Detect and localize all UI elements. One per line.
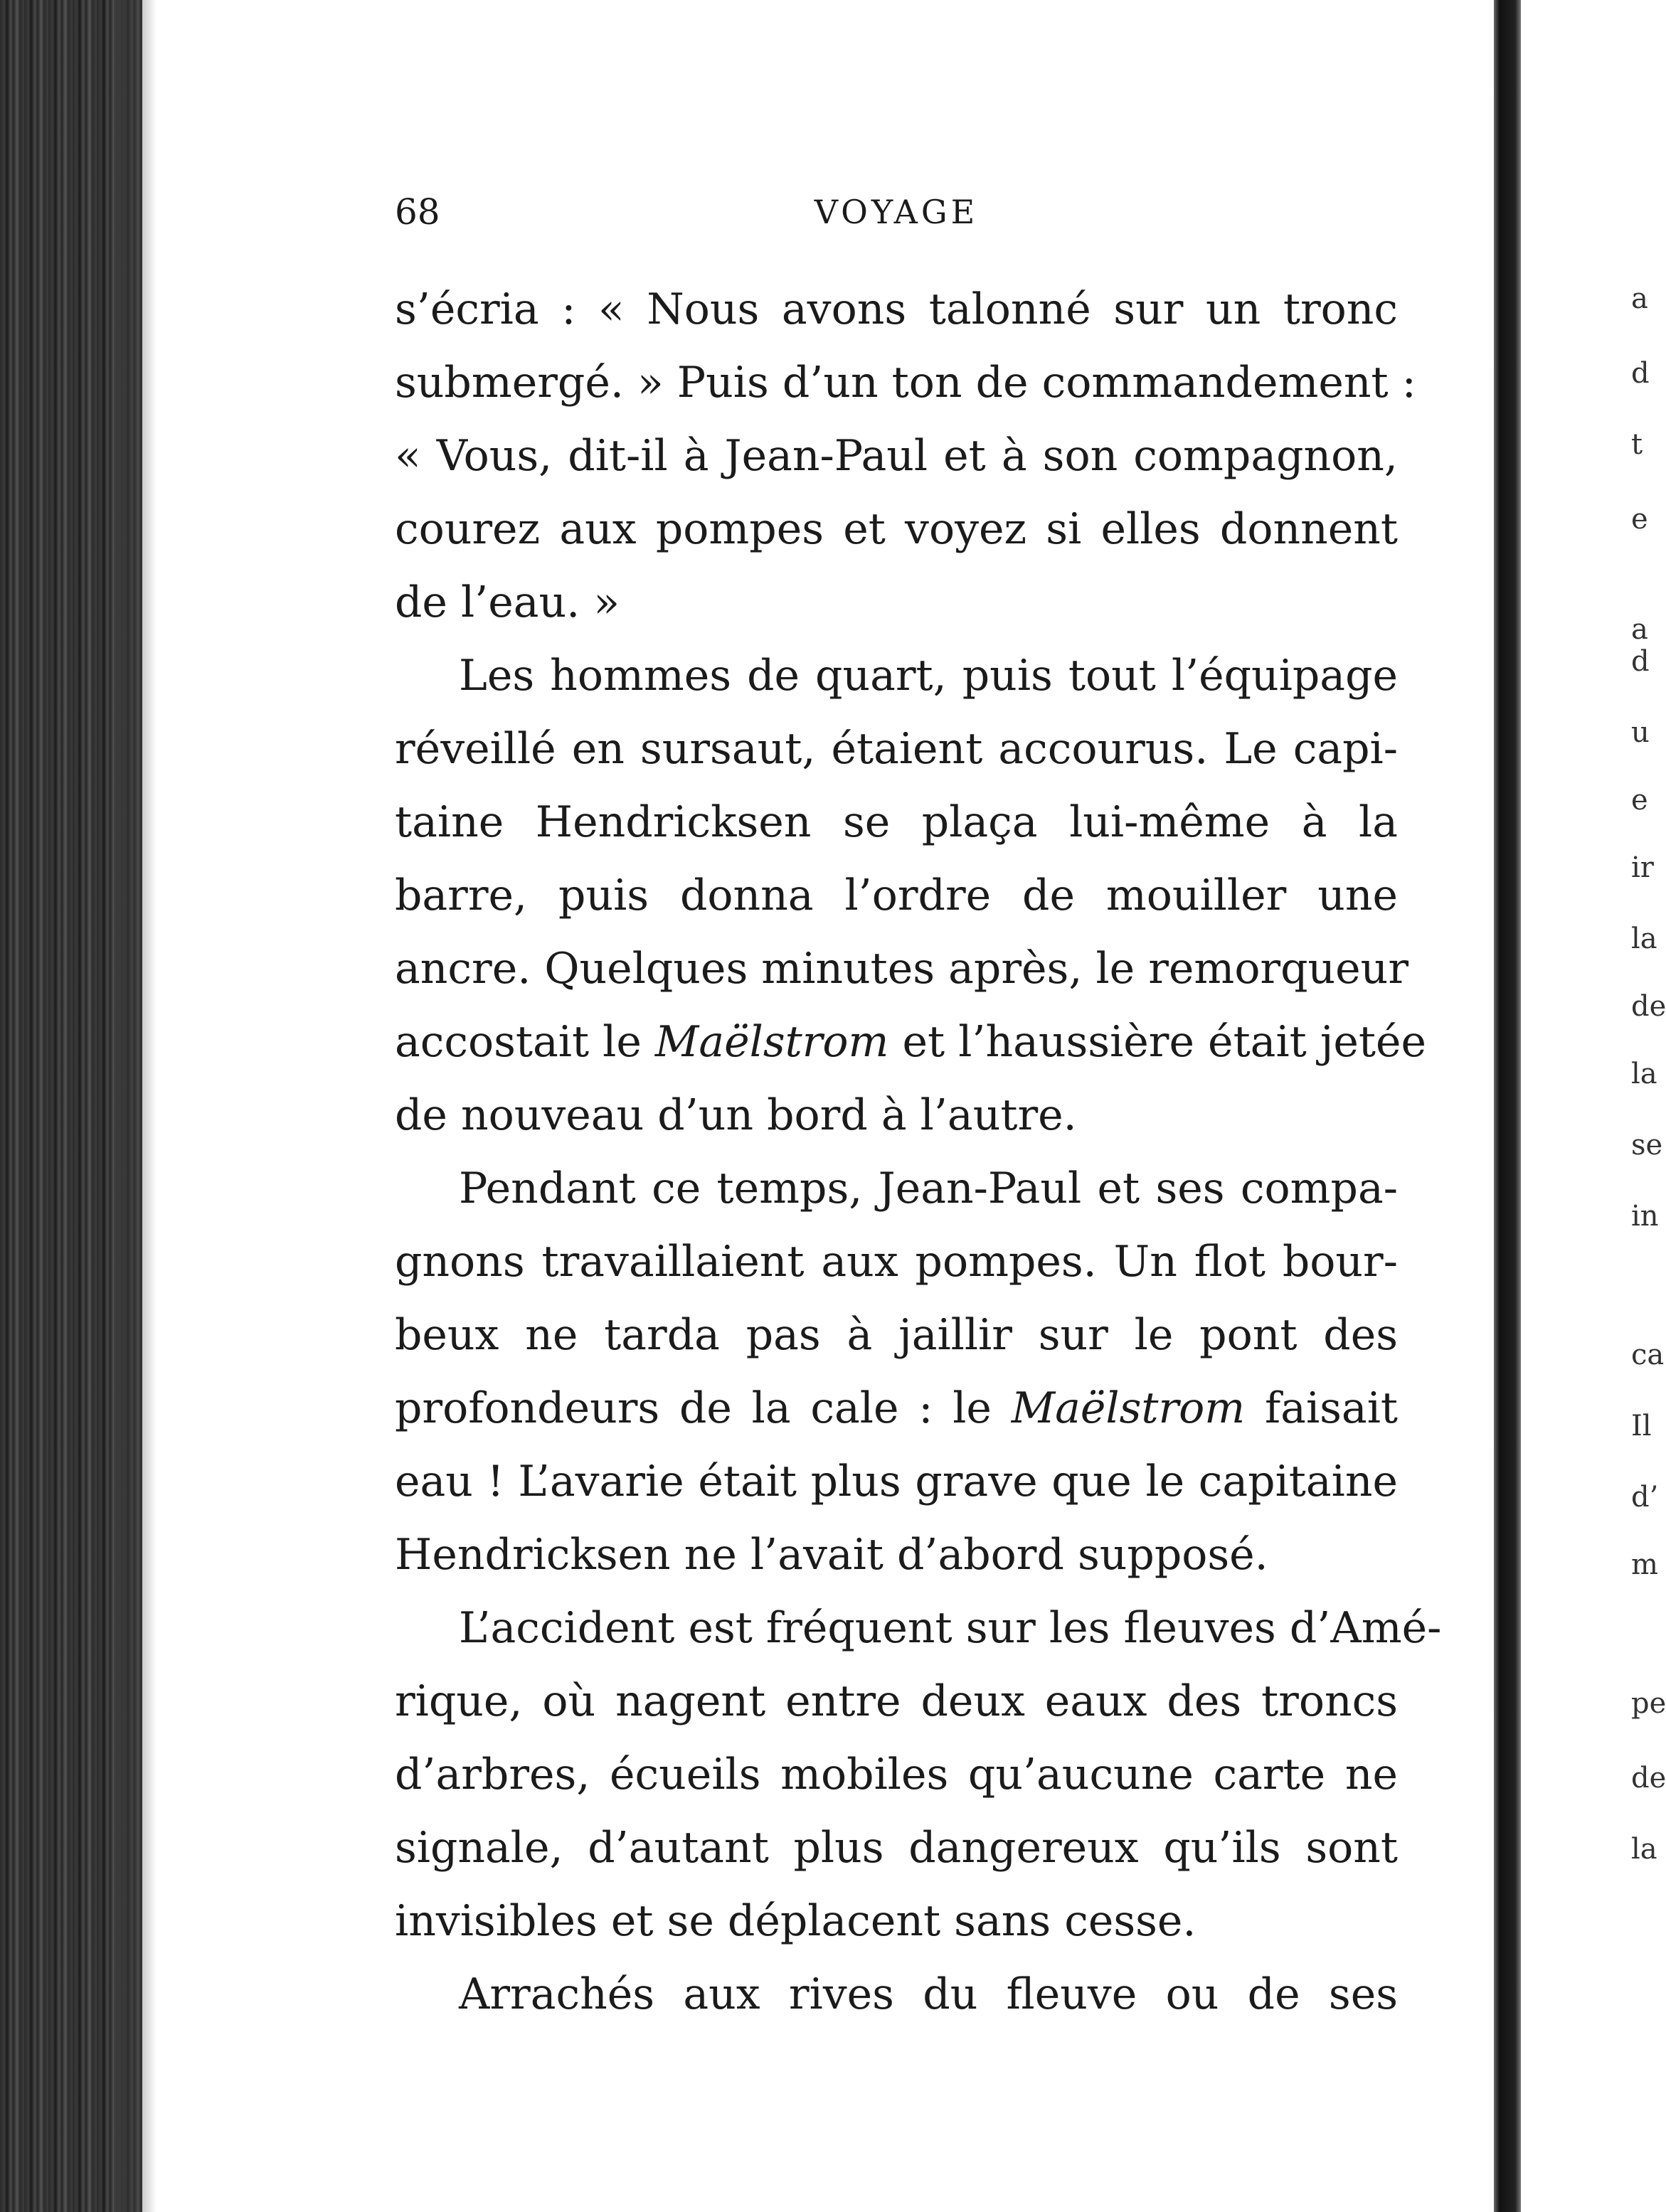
text-segment: d’arbres, écueils mobiles qu’aucune carte ne (395, 1750, 1398, 1799)
text-line (395, 1812, 1398, 1885)
text-line (395, 859, 1398, 932)
text-line (395, 1299, 1398, 1372)
text-segment: faisait (1245, 1383, 1399, 1433)
text-segment: accostait le (395, 1017, 655, 1067)
text-line (395, 639, 1398, 713)
facing-page-fragment: u (1631, 716, 1650, 749)
facing-page-fragment: m (1631, 1548, 1658, 1581)
text-segment: Arrachés aux rives du fleuve ou de ses (459, 1969, 1398, 2019)
text-segment: s’écria : « Nous avons talonné sur un tronc (395, 285, 1398, 334)
facing-page-fragment: la (1631, 922, 1657, 955)
text-line (395, 346, 1416, 420)
text-segment: eau ! L’avarie était plus grave que le capitaine (395, 1457, 1398, 1506)
text-segment: L’accident est fréquent sur les fleuves d’Amé- (459, 1603, 1442, 1653)
text-segment: signale, d’autant plus dangereux qu’ils sont (395, 1823, 1398, 1873)
running-head: VOYAGE (814, 193, 979, 231)
facing-page-fragment: de (1631, 1762, 1666, 1794)
text-line (395, 1006, 1427, 1079)
text-line (395, 1079, 1398, 1152)
text-line (395, 1225, 1398, 1299)
text-segment: de nouveau d’un bord à l’autre. (395, 1090, 1077, 1140)
text-segment: « Vous, dit-il à Jean-Paul et à son compagnon, (395, 431, 1398, 481)
facing-page-fragment: d (1631, 357, 1650, 390)
text-segment: gnons travaillaient aux pompes. Un flot bour- (395, 1237, 1398, 1287)
text-line (395, 1665, 1398, 1738)
text-segment: taine Hendricksen se plaça lui-même à la (395, 797, 1398, 847)
facing-page (1521, 0, 1666, 2212)
facing-page-fragment: e (1631, 784, 1648, 817)
facing-page-fragment: pe (1631, 1687, 1666, 1720)
facing-page-fragment: e (1631, 503, 1648, 536)
text-segment: de l’eau. » (395, 578, 620, 627)
facing-page-fragment: ir (1631, 851, 1654, 884)
facing-page-fragment: in (1631, 1200, 1659, 1233)
facing-page-fragment: a (1631, 282, 1648, 315)
text-segment: ancre. Quelques minutes après, le remorqueur (395, 944, 1408, 994)
text-line (395, 273, 1398, 346)
text-segment: Les hommes de quart, puis tout l’équipage (459, 651, 1398, 701)
text-line (395, 1519, 1398, 1592)
text-segment: beux ne tarda pas à jaillir sur le pont des (395, 1310, 1398, 1360)
facing-page-fragment: Il (1631, 1410, 1652, 1442)
facing-page-fragment: a (1631, 613, 1648, 646)
text-line (395, 493, 1398, 566)
facing-page-fragment: se (1631, 1129, 1663, 1161)
text-segment: courez aux pompes et voyez si elles donnent (395, 504, 1398, 554)
text-line (395, 786, 1398, 859)
text-line (395, 566, 1398, 639)
facing-page-edge (1494, 0, 1521, 2212)
facing-page-fragment: la (1631, 1058, 1657, 1090)
facing-page-fragment: t (1631, 428, 1643, 461)
text-line (395, 1372, 1398, 1445)
text-line (395, 1445, 1398, 1519)
text-segment: barre, puis donna l’ordre de mouiller une (395, 871, 1398, 920)
italic-ship-name: Maëlstrom (654, 1017, 889, 1067)
page-number: 68 (395, 191, 440, 233)
text-line (395, 420, 1398, 493)
body-text (395, 273, 1442, 2031)
text-segment: réveillé en sursaut, étaient accourus. Le capi- (395, 724, 1398, 774)
facing-page-fragment: d (1631, 645, 1650, 678)
text-line (395, 713, 1398, 786)
text-segment: Hendricksen ne l’avait d’abord supposé. (395, 1530, 1268, 1580)
page-header (395, 191, 1398, 233)
text-line (395, 1592, 1442, 1665)
binding-shadow (114, 0, 156, 2212)
text-segment: submergé. » Puis d’un ton de commandement : (395, 358, 1416, 408)
facing-page-fragment: d’ (1631, 1481, 1659, 1514)
text-line (395, 1152, 1398, 1225)
text-line (395, 1958, 1398, 2031)
text-segment: invisibles et se déplacent sans cesse. (395, 1896, 1197, 1946)
italic-ship-name: Maëlstrom (1011, 1383, 1246, 1433)
text-line (395, 932, 1408, 1006)
text-segment: profondeurs de la cale : le (395, 1383, 1012, 1433)
text-segment: Pendant ce temps, Jean-Paul et ses compa- (459, 1164, 1398, 1213)
text-line (395, 1885, 1398, 1958)
text-line (395, 1738, 1398, 1812)
facing-page-fragment: ca (1631, 1339, 1665, 1371)
facing-page-fragment: de (1631, 990, 1666, 1023)
text-segment: et l’haussière était jetée (888, 1017, 1427, 1067)
facing-page-fragment: la (1631, 1833, 1657, 1866)
text-segment: rique, où nagent entre deux eaux des troncs (395, 1676, 1398, 1726)
